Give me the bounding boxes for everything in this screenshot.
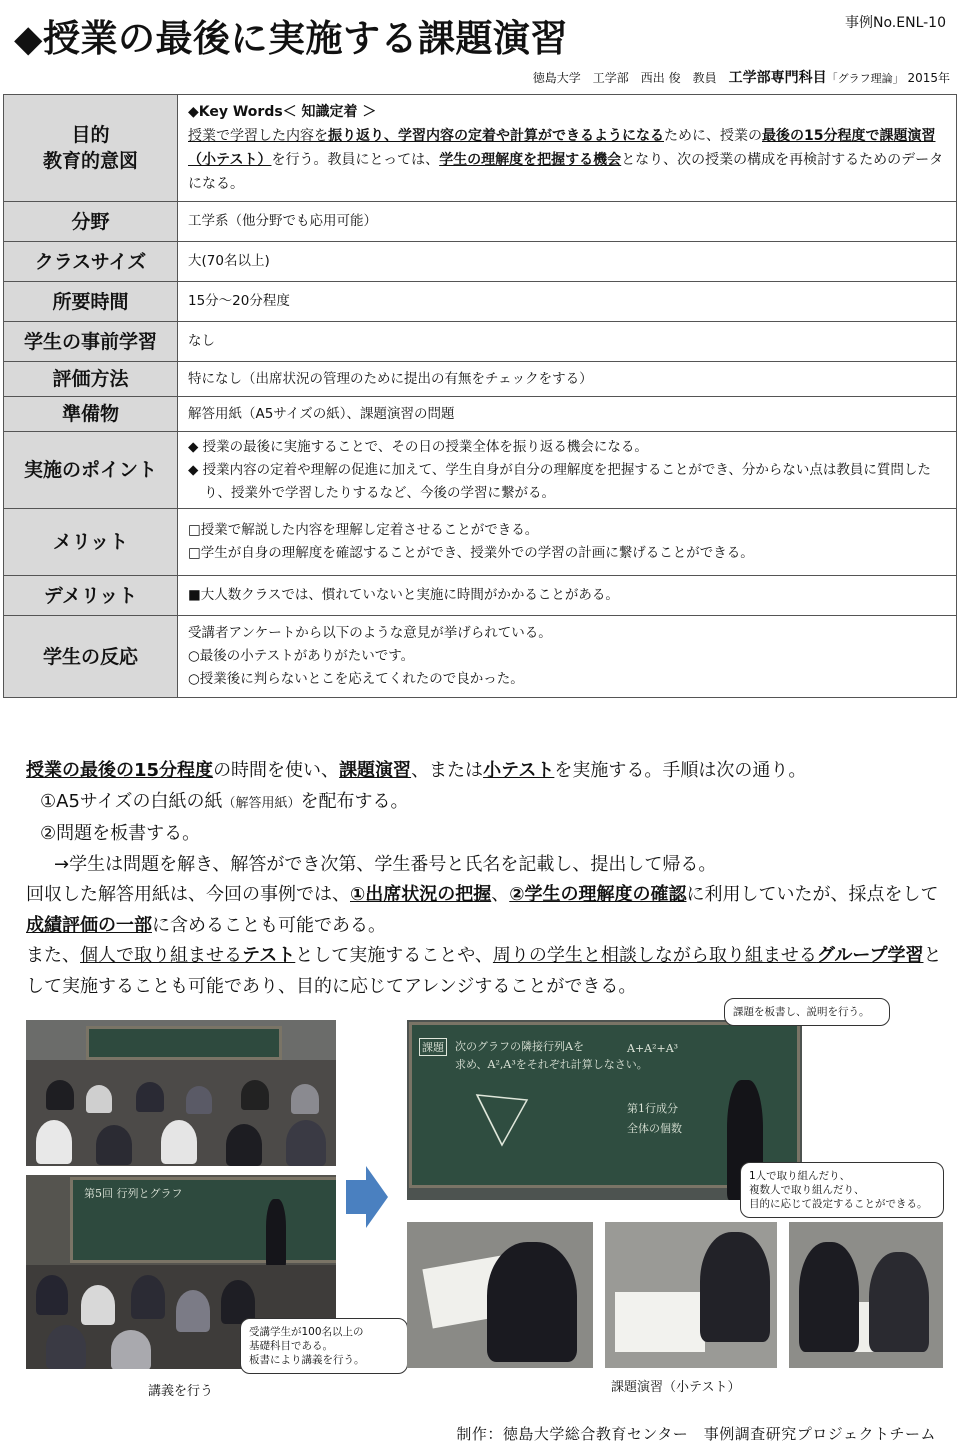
text-span: 授業の最後の15分程度: [26, 760, 214, 781]
table-row: [4, 362, 957, 397]
purpose-p6: 学生の理解度を把握する機会: [439, 152, 622, 168]
table-row-merit: [4, 509, 957, 576]
duration-value: 15分～20分程度: [178, 282, 957, 322]
points-label: 実施のポイント: [4, 432, 178, 509]
chalk-lecture: 第5回 行列とグラフ: [84, 1187, 183, 1200]
purpose-value: [178, 95, 957, 202]
table-row-purpose: [4, 95, 957, 202]
evaluation-value: 特になし（出席状況の管理のために提出の有無をチェックをする）: [178, 362, 957, 397]
table-row-reaction: [4, 616, 957, 698]
table-row-demerit: [4, 576, 957, 616]
text-span: テスト: [242, 945, 296, 966]
lecture-bubble: 受講学生が100名以上の 基礎科目である。 板書により講義を行う。: [240, 1318, 408, 1374]
text-span: 回収した解答用紙は、今回の事例では、: [26, 884, 350, 905]
arrow-right-icon: [346, 1166, 390, 1228]
procedure-line-1: [12, 756, 942, 787]
chalk-problem: 次のグラフの隣接行列Aを: [455, 1040, 584, 1053]
field-label: 分野: [4, 202, 178, 242]
procedure-line-6: [12, 941, 942, 1002]
text-span: 成績評価の一部: [26, 914, 152, 936]
text-span: 個人: [80, 945, 116, 966]
author-course-name: 「グラフ理論」: [826, 72, 904, 85]
chalk-note-2: 全体の個数: [627, 1122, 682, 1135]
text-span: に含めることも可能である。: [152, 914, 386, 936]
merit-item: □授業で解説した内容を理解し定着させることができる。: [188, 522, 539, 538]
procedure-line-3: ②問題を板書する。: [40, 823, 201, 844]
chalk-graph-icon: [462, 1085, 542, 1155]
class-size-label: クラスサイズ: [4, 242, 178, 282]
board-bubble: 課題を板書し、説明を行う。: [724, 998, 890, 1026]
point-item: ◆ 授業内容の定着や理解の促進に加えて、学生自身が自分の理解度を把握することができ、分からない点は教員に質問したり、授業外で学習したりするなど、今後の学習に繋がる。: [188, 461, 931, 501]
text-span: 課題演習: [339, 760, 412, 781]
prework-value: なし: [178, 322, 957, 362]
field-value: 工学系（他分野でも応用可能）: [178, 202, 957, 242]
case-number: 事例No.ENL-10: [845, 15, 946, 31]
lecture-hall-photo: [26, 1020, 336, 1166]
text-span: に利用していたが、採点をして: [686, 884, 939, 905]
author-year: 2015年: [907, 71, 950, 85]
lecture-caption: 講義を行う: [148, 1384, 214, 1399]
merit-value: [178, 509, 957, 576]
page-title: ◆授業の最後に実施する課題演習: [14, 17, 568, 60]
group-bubble: 1人で取り組んだり、 複数人で取り組んだり、 目的に応じて設定することができる。: [740, 1162, 944, 1218]
author-prefix: 徳島大学 工学部 西出 俊 教員: [532, 71, 729, 85]
reaction-item: ○授業後に判らないとこを応えてくれたので良かった。: [188, 671, 524, 687]
text-span: と相談しながら取り組ませる: [582, 945, 817, 966]
purpose-p1: 授業で学習した内容を: [188, 128, 328, 144]
point-item: ◆ 授業の最後に実施することで、その日の授業全体を振り返る機会になる。: [188, 438, 648, 455]
table-row: [4, 282, 957, 322]
table-row: [4, 242, 957, 282]
chalk-equation: A+A²+A³: [627, 1042, 679, 1055]
author-line: [533, 67, 950, 87]
purpose-p4: 最後の15分程度で課題演習（小テスト）: [188, 128, 936, 168]
text-span: ①A5サイズの白紙の紙: [40, 790, 223, 812]
reaction-item: ○最後の小テストがありがたいです。: [188, 648, 415, 664]
text-span: ②学生の理解度の確認: [509, 884, 687, 905]
text-span: 周りの学生: [492, 945, 583, 966]
text-span: として実施することや、: [295, 945, 493, 966]
purpose-p7: となり、次の授業の構成を再検討するためのデータになる。: [188, 152, 944, 192]
student-photo-2: [605, 1222, 777, 1368]
table-row: [4, 322, 957, 362]
merit-label: メリット: [4, 509, 178, 576]
chalk-tag: 課題: [419, 1038, 447, 1056]
text-span: ①出席状況の把握: [350, 884, 492, 905]
text-span: 小テスト: [483, 760, 555, 781]
class-size-value: 大(70名以上): [178, 242, 957, 282]
text-span: 、: [491, 884, 510, 905]
procedure-text: [12, 756, 942, 1002]
text-span: また、: [26, 945, 80, 966]
reaction-value: [178, 616, 957, 698]
purpose-label: 目的 教育的意図: [4, 95, 178, 202]
text-span: を配布する。: [300, 790, 409, 812]
author-course: 工学部専門科目: [728, 70, 827, 86]
chalk-note: 第1行成分: [627, 1102, 678, 1115]
keywords: ◆Key Words＜ 知識定着 ＞: [188, 104, 377, 120]
evaluation-label: 評価方法: [4, 362, 178, 397]
demerit-value: ■大人数クラスでは、慣れていないと実施に時間がかかることがある。: [178, 576, 957, 616]
text-span: の時間を使い、: [213, 760, 340, 781]
duration-label: 所要時間: [4, 282, 178, 322]
chalk-problem-2: 求め、A²,A³をそれぞれ計算しなさい。: [455, 1058, 648, 1071]
student-photo-1: [407, 1222, 593, 1368]
exercise-caption: 課題演習（小テスト）: [611, 1380, 741, 1395]
text-span: （解答用紙）: [222, 795, 301, 811]
procedure-line-5: [12, 880, 942, 941]
table-row: [4, 202, 957, 242]
purpose-p5: を行う。教員にとっては、: [271, 152, 440, 168]
text-span: グループ学習: [816, 945, 924, 966]
procedure-line-4: →学生は問題を解き、解答ができ次第、学生番号と氏名を記載し、提出して帰る。: [54, 853, 717, 875]
reaction-item: 受講者アンケートから以下のような意見が挙げられている。: [188, 625, 552, 641]
text-span: として実施することも可能であり、目的に応じてアレンジすることができる。: [26, 945, 942, 997]
table-row-points: [4, 432, 957, 509]
footer-credit: 制作：徳島大学総合教育センター 事例調査研究プロジェクトチーム: [456, 1425, 936, 1443]
materials-value: 解答用紙（A5サイズの紙）、課題演習の問題: [178, 397, 957, 432]
purpose-p2: 振り返り、学習内容の定着や計算ができるようになる: [328, 128, 664, 144]
points-value: [178, 432, 957, 509]
purpose-p3: ために、授業の: [664, 128, 762, 144]
info-table: [3, 94, 957, 698]
student-photo-3: [789, 1222, 943, 1368]
reaction-label: 学生の反応: [4, 616, 178, 698]
text-span: 、または: [411, 760, 484, 781]
demerit-label: デメリット: [4, 576, 178, 616]
text-span: で取り組ませる: [116, 945, 242, 966]
purpose-text: [188, 124, 946, 196]
merit-item: □学生が自身の理解度を確認することができ、授業外での学習の計画に繋げることができる。: [188, 545, 754, 561]
materials-label: 準備物: [4, 397, 178, 432]
prework-label: 学生の事前学習: [4, 322, 178, 362]
table-row: [4, 397, 957, 432]
procedure-line-2: [12, 787, 942, 820]
text-span: を実施する。手順は次の通り。: [554, 760, 807, 781]
